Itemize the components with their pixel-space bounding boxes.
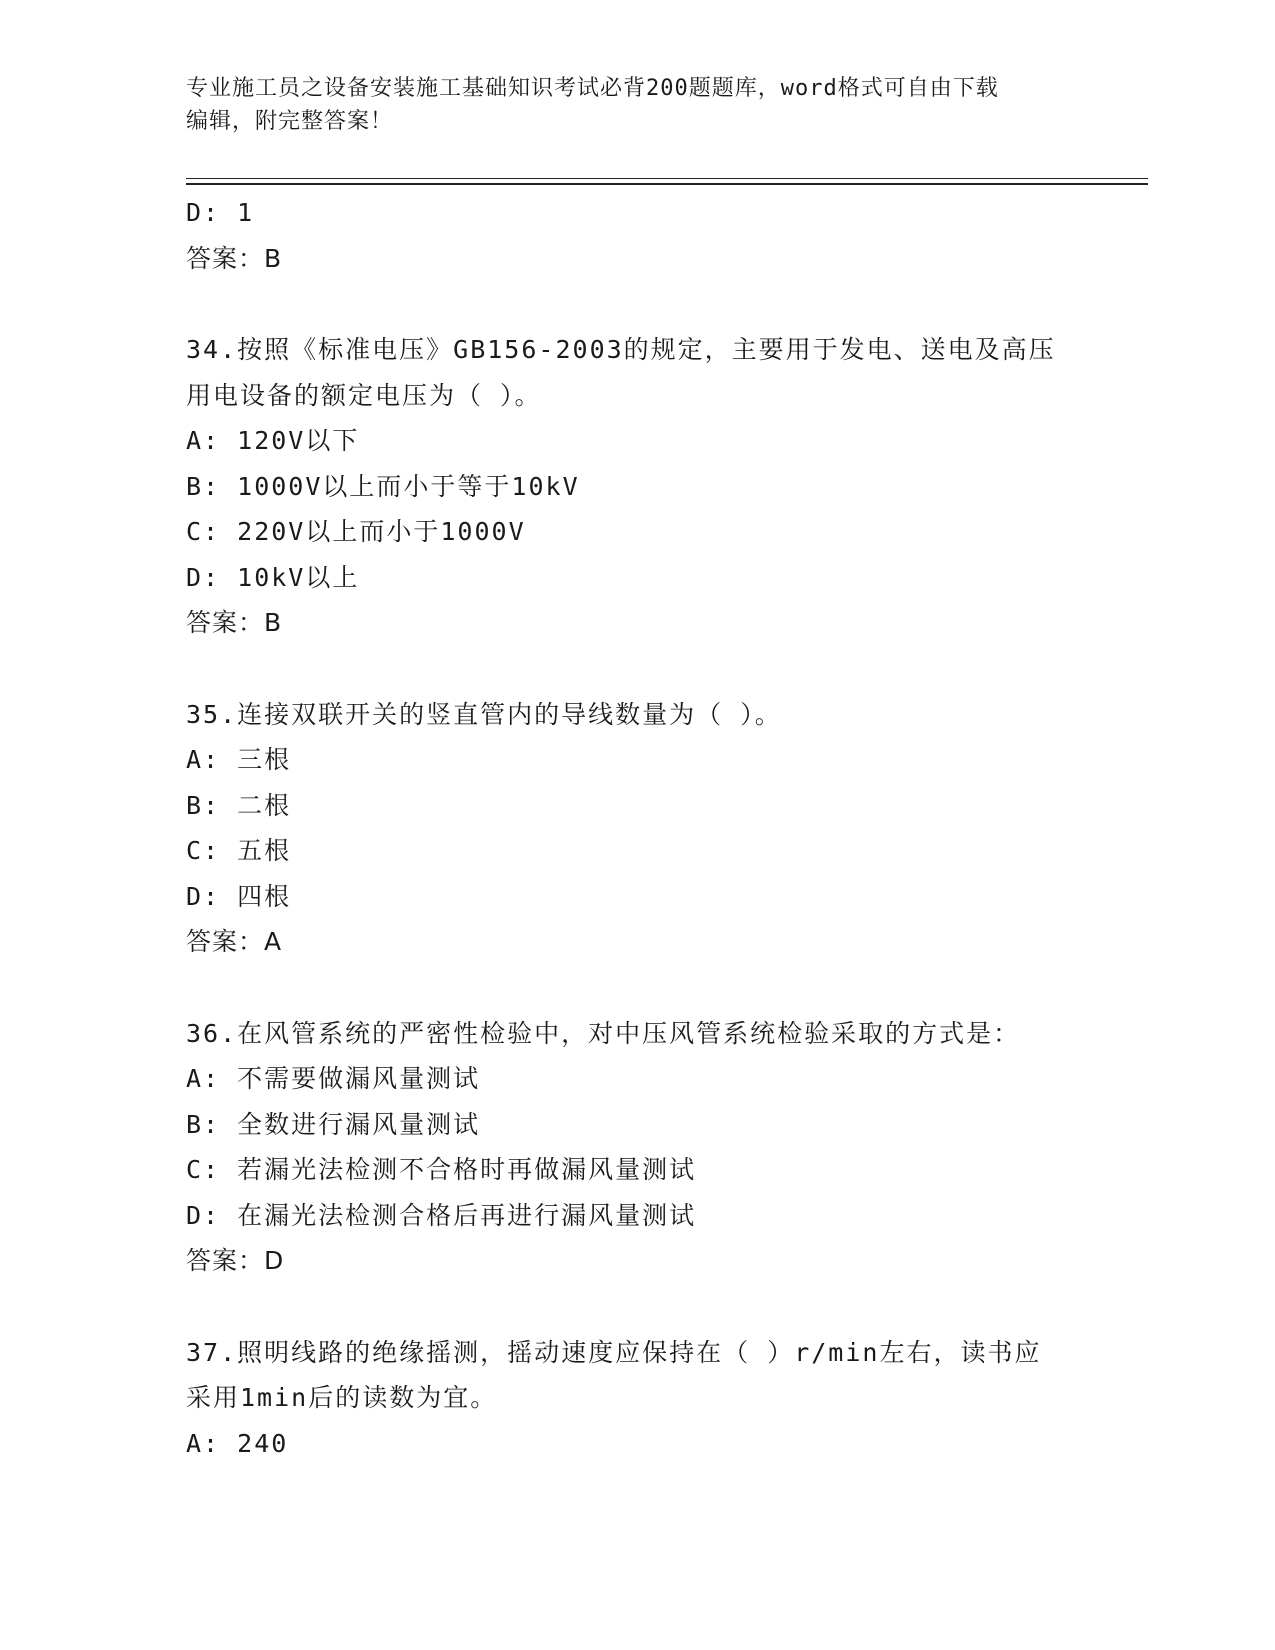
header-divider-thick bbox=[186, 183, 1148, 185]
question-37 bbox=[186, 1330, 1086, 1467]
option-a: A: 三根 bbox=[186, 745, 292, 774]
option-c: C: 五根 bbox=[186, 836, 292, 865]
answer-line: 答案：B bbox=[186, 243, 283, 273]
option-c: C: 220V以上而小于1000V bbox=[186, 517, 526, 546]
option-b: B: 1000V以上而小于等于10kV bbox=[186, 471, 580, 501]
header-divider-thin bbox=[186, 178, 1148, 179]
option-c: C: 若漏光法检测不合格时再做漏风量测试 bbox=[186, 1155, 697, 1184]
option-d: D: 在漏光法检测合格后再进行漏风量测试 bbox=[186, 1200, 697, 1230]
option-b: B: 二根 bbox=[186, 790, 292, 820]
answer-line: 答案：B bbox=[186, 608, 283, 637]
question-text: 35.连接双联开关的竖直管内的导线数量为（ ）。 bbox=[186, 699, 782, 729]
question-text: 采用1min后的读数为宜。 bbox=[186, 1383, 498, 1412]
option-a: A: 不需要做漏风量测试 bbox=[186, 1064, 481, 1093]
question-list bbox=[186, 190, 1086, 1466]
question-36 bbox=[186, 1011, 1086, 1284]
question-35 bbox=[186, 692, 1086, 965]
answer-line: 答案：A bbox=[186, 927, 283, 956]
document-header bbox=[186, 72, 1066, 138]
option-d: D: 1 bbox=[186, 198, 255, 227]
question-text: 36.在风管系统的严密性检验中，对中压风管系统检验采取的方式是： bbox=[186, 1018, 1021, 1048]
header-line-2: 编辑，附完整答案！ bbox=[186, 109, 394, 134]
question-34 bbox=[186, 327, 1086, 646]
option-a: A: 120V以下 bbox=[186, 426, 360, 455]
question-text: 34.按照《标准电压》GB156-2003的规定，主要用于发电、送电及高压 bbox=[186, 335, 1056, 364]
option-d: D: 四根 bbox=[186, 881, 292, 911]
question-text: 37.照明线路的绝缘摇测，摇动速度应保持在（ ）r/min左右，读书应 bbox=[186, 1337, 1042, 1367]
option-a: A: 240 bbox=[186, 1428, 289, 1458]
option-b: B: 全数进行漏风量测试 bbox=[186, 1109, 481, 1139]
answer-line: 答案：D bbox=[186, 1246, 285, 1275]
header-line-1: 专业施工员之设备安装施工基础知识考试必背200题题库，word格式可自由下载 bbox=[186, 76, 999, 101]
question-text: 用电设备的额定电压为（ ）。 bbox=[186, 380, 542, 410]
previous-question-tail bbox=[186, 190, 1086, 281]
option-d: D: 10kV以上 bbox=[186, 562, 360, 592]
